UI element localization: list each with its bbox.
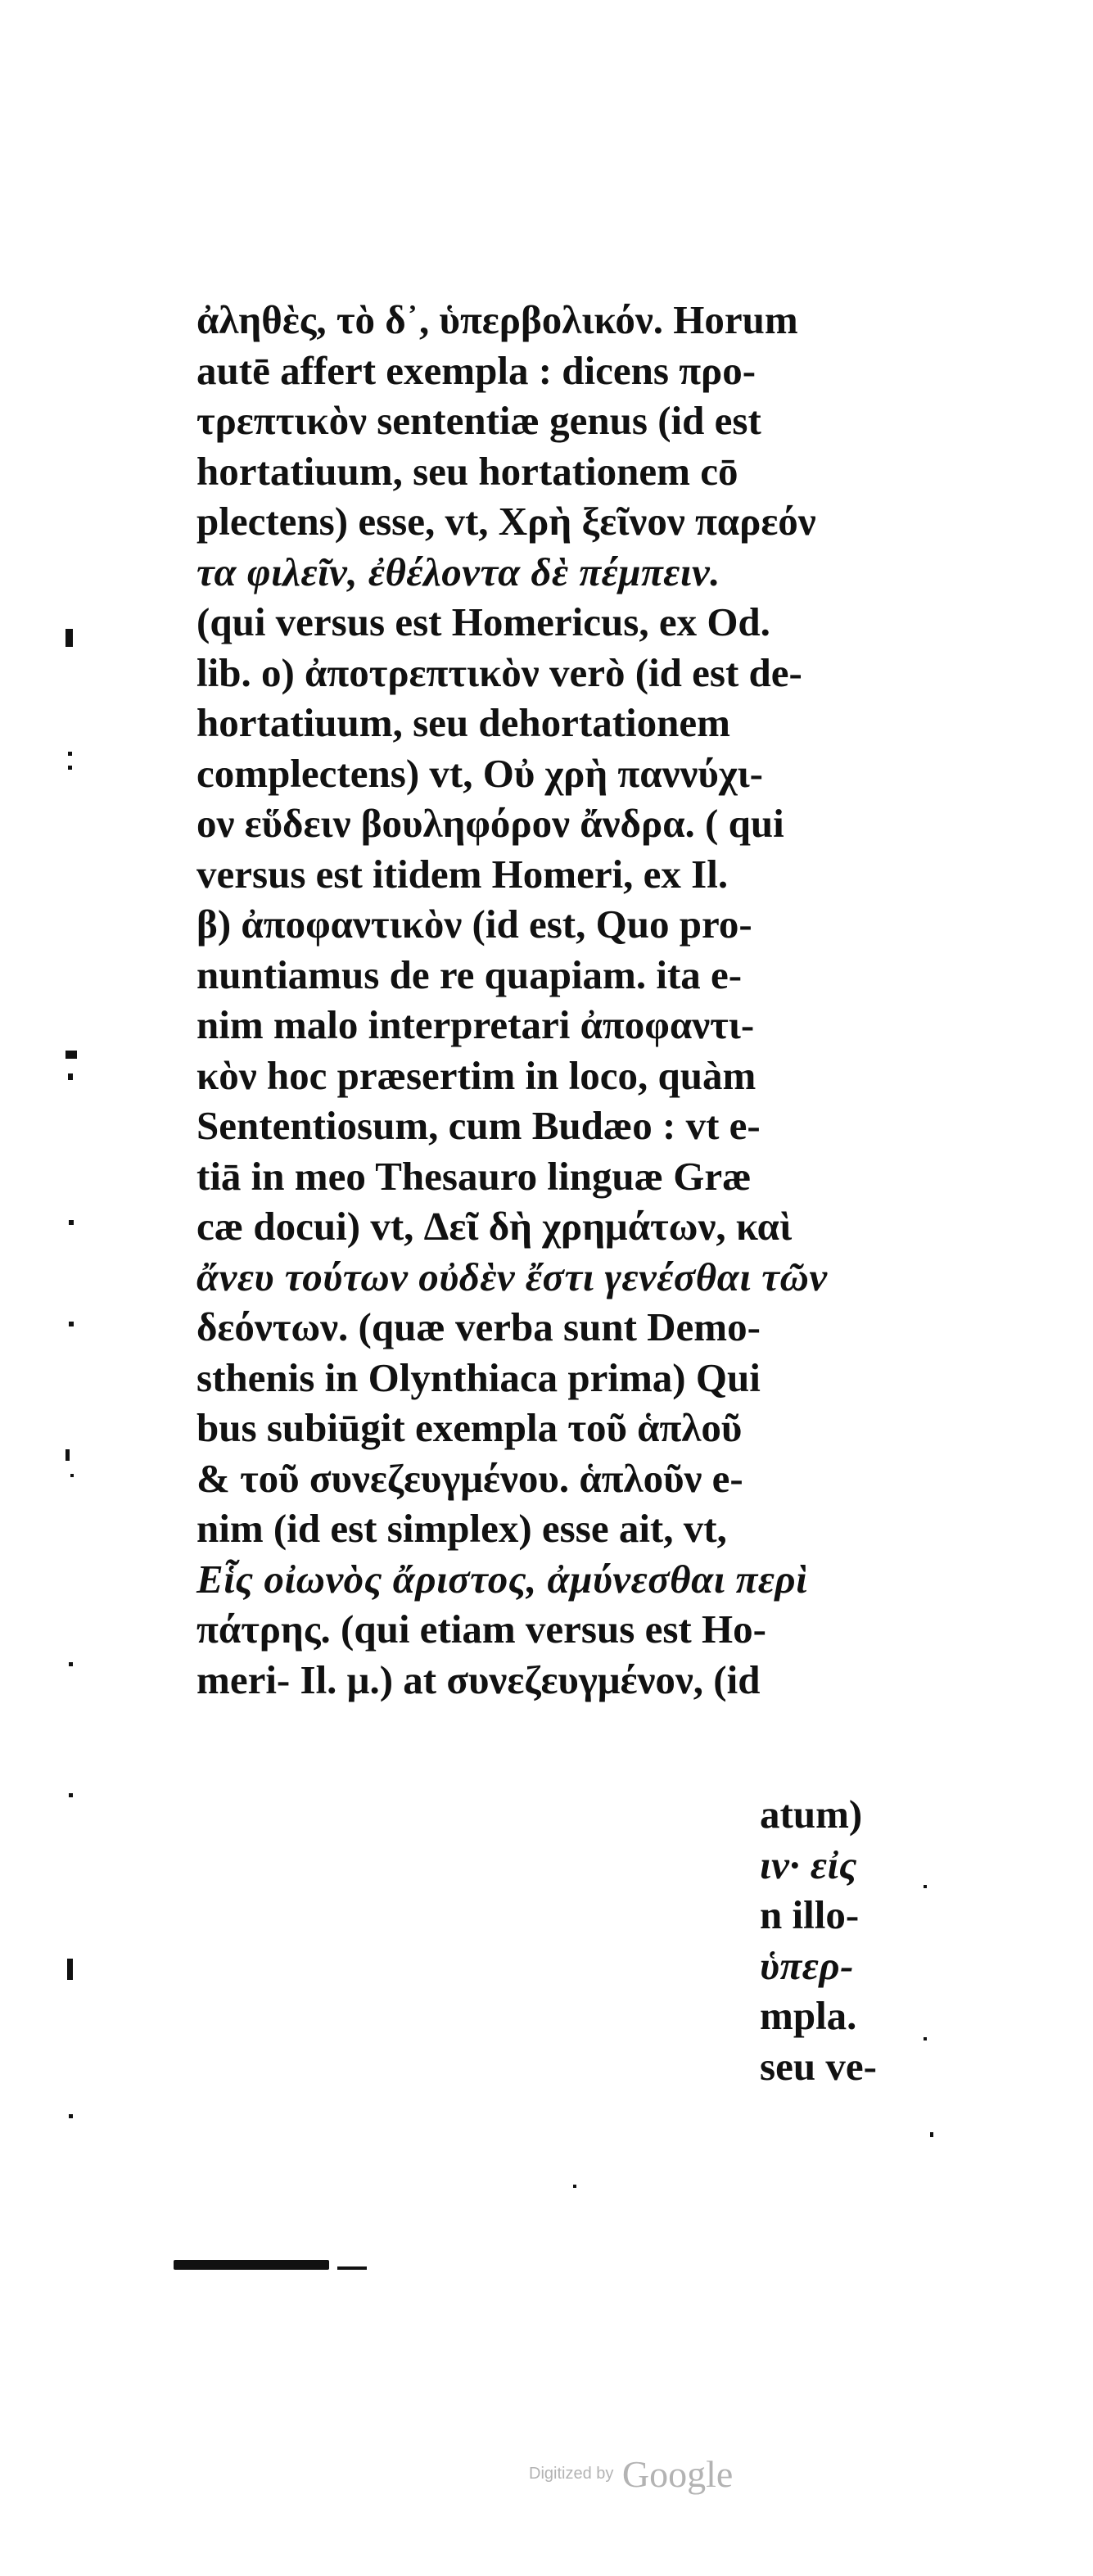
watermark-prefix: Digitized by — [529, 2465, 614, 2483]
text-line: ἀληθὲς, τὸ δ᾽, ὑπερβολικόν. Horum — [196, 297, 798, 342]
margin-speck — [930, 2132, 933, 2137]
right-edge-fragments — [760, 1789, 877, 2091]
torn-blank-area — [164, 1797, 760, 2305]
fragment-line: atum) — [760, 1792, 863, 1837]
margin-speck — [573, 2185, 576, 2188]
margin-speck — [69, 1662, 73, 1666]
rule-thin — [337, 2266, 367, 2270]
text-line: κὸν hoc præsertim in loco, quàm — [196, 1052, 757, 1098]
text-line: hortatiuum, seu dehortationem — [196, 700, 730, 745]
margin-speck — [924, 1885, 927, 1888]
google-logo: Google — [621, 2453, 734, 2495]
text-line: bus subiūgit exempla τοῦ ἁπλοῦ — [196, 1405, 743, 1450]
fragment-line: seu ve- — [760, 2043, 877, 2089]
text-line: cæ docui) vt, Δεῖ δὴ χρημάτων, καὶ — [196, 1204, 793, 1249]
fragment-line: ὑπερ- — [760, 1942, 854, 1988]
margin-speck — [69, 1322, 74, 1326]
margin-speck — [70, 1474, 74, 1477]
margin-speck — [65, 1051, 77, 1059]
main-text-block — [196, 295, 909, 1705]
margin-speck — [68, 752, 72, 756]
margin-speck — [65, 629, 73, 647]
margin-speck — [68, 766, 72, 770]
fragment-line: ιν· εἰς — [760, 1842, 857, 1887]
text-line: πάτρης. (qui etiam versus est Ho- — [196, 1607, 766, 1652]
text-line: δεόντων. (quæ verba sunt Demo- — [196, 1304, 761, 1349]
margin-speck — [924, 2037, 927, 2040]
margin-speck — [67, 1959, 73, 1980]
rule-thick — [174, 2260, 329, 2270]
text-line: & τοῦ συνεζευγμένου. ἁπλοῦν e- — [196, 1455, 743, 1501]
text-line: lib. ο) ἀποτρεπτικὸν verò (id est de- — [196, 649, 802, 695]
text-line: Εἷς οἰωνὸς ἄριστος, ἀμύνεσθαι περὶ — [196, 1556, 808, 1602]
text-line: plectens) esse, vt, Χρὴ ξεῖνον παρεόν — [196, 499, 816, 544]
text-line: autē affert exempla : dicens προ- — [196, 347, 757, 393]
text-line: sthenis in Olynthiaca prima) Qui — [196, 1354, 761, 1400]
text-line: versus est itidem Homeri, ex Il. — [196, 851, 729, 897]
text-line: β) ἀποφαντικὸν (id est, Quo pro- — [196, 902, 752, 947]
fragment-line: n illo- — [760, 1892, 860, 1937]
text-line: (qui versus est Homericus, ex Od. — [196, 599, 770, 644]
margin-speck — [68, 1073, 73, 1080]
text-line: nim malo interpretari ἀποφαντι- — [196, 1002, 755, 1047]
text-line: τρεπτικὸν sententiæ genus (id est — [196, 398, 761, 443]
text-line: nuntiamus de re quapiam. ita e- — [196, 951, 743, 997]
margin-speck — [69, 1220, 74, 1225]
text-line: hortatiuum, seu hortationem cō — [196, 448, 738, 494]
text-line: ον εὕδειν βουληφόρον ἄνδρα. ( qui — [196, 801, 784, 846]
margin-speck — [69, 1793, 73, 1797]
text-line: Sententiosum, cum Budæo : vt e- — [196, 1103, 761, 1148]
text-line: nim (id est simplex) esse ait, vt, — [196, 1506, 727, 1551]
bottom-rule-mark — [174, 2260, 367, 2273]
margin-speck — [65, 1449, 70, 1461]
text-line: meri- Il. μ.) at συνεζευγμένον, (id — [196, 1656, 761, 1702]
text-line: τα φιλεῖν, ἐθέλοντα δὲ πέμπειν. — [196, 549, 720, 594]
digitized-watermark — [529, 2452, 733, 2496]
text-line: tiā in meo Thesauro linguæ Græ — [196, 1153, 752, 1199]
text-line: complectens) vt, Οὐ χρὴ παννύχι- — [196, 750, 763, 796]
margin-speck — [69, 2114, 73, 2118]
text-line: ἄνευ τούτων οὐδὲν ἔστι γενέσθαι τῶν — [196, 1254, 828, 1299]
fragment-line: mpla. — [760, 1993, 857, 2038]
